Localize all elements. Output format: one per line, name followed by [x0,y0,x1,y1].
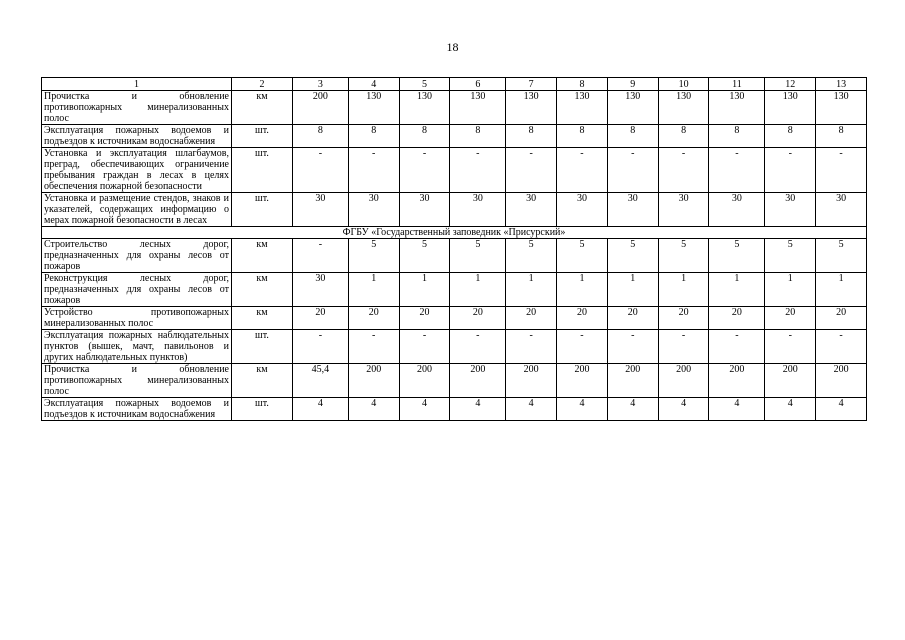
value-cell: 5 [765,239,816,273]
value-cell: 5 [658,239,709,273]
value-cell: 30 [816,193,867,227]
value-cell: - [765,330,816,364]
value-cell: - [348,330,399,364]
measure-unit: км [231,364,292,398]
value-cell: 1 [348,273,399,307]
value-cell: - [658,148,709,193]
value-cell: 4 [607,398,658,421]
value-cell: 30 [557,193,608,227]
measure-unit: км [231,307,292,330]
value-cell: 20 [816,307,867,330]
value-cell: 200 [658,364,709,398]
value-cell: 130 [658,91,709,125]
value-cell: 5 [506,239,557,273]
header-cell: 13 [816,78,867,91]
value-cell: - [506,148,557,193]
value-cell: 8 [607,125,658,148]
value-cell: 20 [292,307,348,330]
value-cell: 200 [348,364,399,398]
table-header-row [42,78,867,91]
value-cell: 4 [399,398,450,421]
value-cell: 8 [348,125,399,148]
value-cell: 1 [506,273,557,307]
table-row [42,330,867,364]
value-cell: - [348,148,399,193]
value-cell: 200 [450,364,506,398]
measure-unit: км [231,91,292,125]
value-cell: 4 [816,398,867,421]
value-cell: 8 [506,125,557,148]
value-cell: 8 [399,125,450,148]
value-cell: - [765,148,816,193]
measure-unit: км [231,273,292,307]
value-cell: 4 [292,398,348,421]
value-cell: 8 [292,125,348,148]
value-cell: 130 [557,91,608,125]
fire-measures-table [41,77,867,421]
value-cell: 5 [557,239,608,273]
value-cell: 4 [557,398,608,421]
value-cell: 20 [557,307,608,330]
table-row [42,239,867,273]
value-cell: 30 [399,193,450,227]
value-cell: 4 [709,398,765,421]
value-cell: 30 [709,193,765,227]
value-cell: 200 [506,364,557,398]
measure-description: Прочистка и обновление противопожарных минерализованных полос [42,364,232,398]
value-cell: 5 [709,239,765,273]
value-cell: 130 [506,91,557,125]
table-row [42,148,867,193]
measure-unit: шт. [231,398,292,421]
measure-description: Реконструкция лесных дорог, предназначенных для охраны лесов от пожаров [42,273,232,307]
value-cell: 5 [607,239,658,273]
value-cell: 1 [658,273,709,307]
table-row [42,364,867,398]
value-cell: 30 [292,273,348,307]
header-cell: 9 [607,78,658,91]
value-cell: - [607,330,658,364]
table-row [42,193,867,227]
value-cell: 20 [658,307,709,330]
value-cell: - [450,148,506,193]
value-cell: 20 [399,307,450,330]
measure-description: Установка и эксплуатация шлагбаумов, преград, обеспечивающих ограничение пребывания граждан в лесах в целях обеспечения пожарной безопасности [42,148,232,193]
value-cell: 200 [399,364,450,398]
value-cell: 20 [765,307,816,330]
value-cell: 4 [765,398,816,421]
value-cell: - [399,330,450,364]
value-cell: 130 [816,91,867,125]
value-cell: 8 [816,125,867,148]
value-cell: 20 [348,307,399,330]
value-cell: - [607,148,658,193]
value-cell: 200 [816,364,867,398]
value-cell: 200 [765,364,816,398]
value-cell: 30 [658,193,709,227]
header-cell: 12 [765,78,816,91]
value-cell: 1 [816,273,867,307]
measure-description: Установка и размещение стендов, знаков и указателей, содержащих информацию о мерах пожарной безопасности в лесах [42,193,232,227]
value-cell: 1 [450,273,506,307]
value-cell: 130 [399,91,450,125]
measure-description: Строительство лесных дорог, предназначенных для охраны лесов от пожаров [42,239,232,273]
value-cell: 130 [607,91,658,125]
value-cell: - [557,330,608,364]
value-cell: - [709,148,765,193]
value-cell: 8 [658,125,709,148]
value-cell: 1 [765,273,816,307]
value-cell: 4 [450,398,506,421]
value-cell: 30 [765,193,816,227]
value-cell: 130 [709,91,765,125]
value-cell: 30 [506,193,557,227]
value-cell: - [292,239,348,273]
value-cell: 8 [709,125,765,148]
header-cell: 3 [292,78,348,91]
value-cell: 130 [450,91,506,125]
value-cell: 1 [709,273,765,307]
value-cell: 5 [450,239,506,273]
header-cell: 2 [231,78,292,91]
value-cell: 45,4 [292,364,348,398]
value-cell: 30 [348,193,399,227]
measure-unit: шт. [231,148,292,193]
table-row [42,273,867,307]
table-row [42,307,867,330]
measure-unit: шт. [231,330,292,364]
header-cell: 11 [709,78,765,91]
value-cell: 1 [557,273,608,307]
measure-description: Прочистка и обновление противопожарных минерализованных полос [42,91,232,125]
value-cell: 200 [292,91,348,125]
measure-unit: шт. [231,125,292,148]
value-cell: - [658,330,709,364]
value-cell: 200 [557,364,608,398]
value-cell: 4 [506,398,557,421]
section-row [42,227,867,239]
header-cell: 1 [42,78,232,91]
table-row [42,91,867,125]
measure-description: Эксплуатация пожарных наблюдательных пунктов (вышек, мачт, павильонов и других наблюдательных пунктов) [42,330,232,364]
value-cell: - [292,148,348,193]
value-cell: 200 [607,364,658,398]
header-cell: 10 [658,78,709,91]
header-cell: 5 [399,78,450,91]
measure-description: Эксплуатация пожарных водоемов и подъездов к источникам водоснабжения [42,125,232,148]
page-number: 18 [446,40,459,54]
value-cell: 30 [292,193,348,227]
value-cell: - [450,330,506,364]
value-cell: - [399,148,450,193]
value-cell: 20 [450,307,506,330]
value-cell: 5 [816,239,867,273]
value-cell: 8 [557,125,608,148]
value-cell: 130 [765,91,816,125]
header-cell: 4 [348,78,399,91]
header-cell: 8 [557,78,608,91]
measure-unit: шт. [231,193,292,227]
value-cell: 200 [709,364,765,398]
value-cell: 30 [450,193,506,227]
value-cell: 1 [399,273,450,307]
value-cell: - [816,148,867,193]
value-cell: 130 [348,91,399,125]
value-cell: 8 [765,125,816,148]
value-cell: - [292,330,348,364]
value-cell: 5 [348,239,399,273]
table-row [42,398,867,421]
value-cell: 20 [607,307,658,330]
header-cell: 6 [450,78,506,91]
value-cell: - [816,330,867,364]
table-row [42,125,867,148]
value-cell: 5 [399,239,450,273]
measure-unit: км [231,239,292,273]
header-cell: 7 [506,78,557,91]
value-cell: 4 [658,398,709,421]
value-cell: 8 [450,125,506,148]
value-cell: 1 [607,273,658,307]
value-cell: - [557,148,608,193]
measure-description: Эксплуатация пожарных водоемов и подъездов к источникам водоснабжения [42,398,232,421]
value-cell: - [709,330,765,364]
value-cell: - [506,330,557,364]
measure-description: Устройство противопожарных минерализованных полос [42,307,232,330]
value-cell: 4 [348,398,399,421]
value-cell: 20 [709,307,765,330]
section-title: ФГБУ «Государственный заповедник «Присурский» [42,227,867,239]
value-cell: 30 [607,193,658,227]
value-cell: 20 [506,307,557,330]
